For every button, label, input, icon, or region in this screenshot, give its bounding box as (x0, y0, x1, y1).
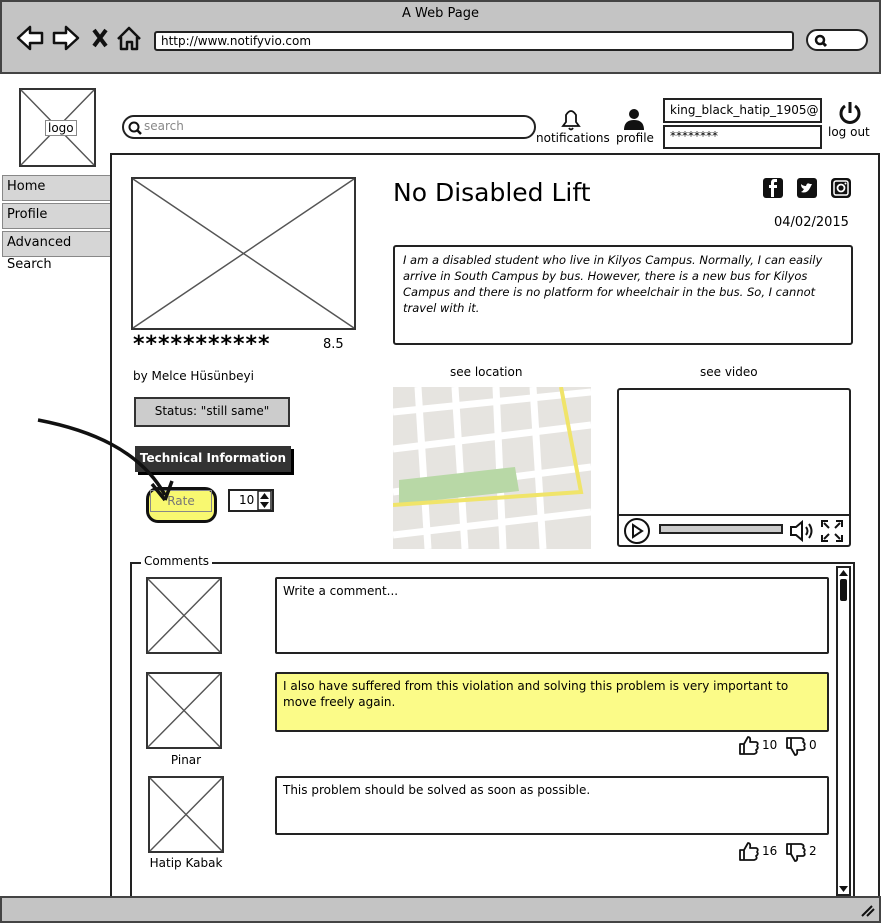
browser-search-field[interactable] (806, 29, 868, 51)
notifications-label: notifications (536, 131, 610, 145)
logo-label: logo (45, 120, 77, 136)
user-icon (622, 107, 646, 133)
dislike-count: 0 (809, 738, 817, 752)
stepper-arrows-icon[interactable] (257, 491, 273, 511)
instagram-icon[interactable] (830, 177, 852, 199)
browser-status-bar (0, 896, 881, 923)
post-image (131, 177, 356, 330)
current-user-avatar (146, 577, 222, 654)
post-date: 04/02/2015 (774, 215, 849, 230)
video-player[interactable] (617, 388, 851, 547)
username-field[interactable]: king_black_hatip_1905@ (663, 98, 822, 123)
browser-nav-buttons (14, 24, 154, 52)
thumbs-up-icon[interactable] (738, 840, 760, 862)
post-description: I am a disabled student who live in Kilyos Campus. Normally, I can easily arrive in South Campus by bus. However, there is a new bus for Kilyos Campus and there is no platform for wheelchair in the bus. So, I cannot travel with it. (393, 245, 853, 345)
volume-icon[interactable] (789, 519, 817, 543)
sidebar-item-home[interactable]: Home (2, 175, 111, 201)
rate-stepper-value: 10 (239, 493, 255, 507)
thumbs-up-icon[interactable] (738, 734, 760, 756)
technical-information-button[interactable]: Technical Information (135, 446, 291, 472)
bell-icon (558, 106, 584, 132)
like-count: 10 (762, 738, 778, 752)
play-icon[interactable] (623, 518, 651, 546)
comment-votes (738, 839, 828, 865)
rate-button[interactable]: Rate (150, 490, 212, 512)
video-progress-bar[interactable] (659, 524, 783, 534)
thumbs-down-icon[interactable] (785, 736, 807, 758)
window-title: A Web Page (402, 6, 479, 21)
rate-stepper[interactable] (228, 489, 274, 512)
comment-author: Pinar (170, 753, 202, 767)
search-placeholder: search (144, 119, 184, 133)
twitter-icon[interactable] (796, 177, 818, 199)
notifications-button[interactable] (532, 104, 608, 146)
comment-input[interactable]: Write a comment... (275, 577, 829, 654)
profile-label: profile (616, 131, 654, 145)
comment-votes (738, 733, 828, 759)
logout-label: log out (828, 125, 870, 139)
comment-avatar-pinar (146, 672, 222, 749)
social-links (762, 177, 854, 201)
video-controls (619, 514, 849, 545)
search-input[interactable] (122, 115, 536, 139)
thumbs-down-icon[interactable] (785, 842, 807, 864)
scrollbar-arrows-icon (838, 568, 849, 894)
location-map[interactable] (393, 387, 591, 549)
sidebar-item-advanced-search[interactable]: Advanced Search (2, 231, 111, 257)
search-icon (812, 31, 832, 49)
rating-value: 8.5 (323, 337, 344, 352)
post-title: No Disabled Lift (393, 178, 591, 207)
comments-legend: Comments (141, 554, 212, 568)
comment-text: I also have suffered from this violation and solving this problem is very important to move freely again. (275, 672, 829, 732)
password-field[interactable]: ******** (663, 125, 822, 149)
logout-button[interactable] (826, 100, 874, 144)
status-badge: Status: "still same" (134, 397, 290, 427)
like-count: 16 (762, 844, 778, 858)
dislike-count: 2 (809, 844, 817, 858)
fullscreen-icon[interactable] (820, 519, 844, 543)
rating-stars: *********** (133, 332, 271, 357)
arrow-annotation (30, 410, 180, 510)
facebook-icon[interactable] (762, 177, 784, 199)
post-author: by Melce Hüsünbeyi (133, 369, 254, 383)
url-bar[interactable]: http://www.notifyvio.com (154, 31, 794, 51)
forward-icon[interactable] (54, 27, 78, 49)
close-icon[interactable] (94, 30, 106, 46)
map-graphic (393, 387, 591, 549)
sidebar-item-profile[interactable]: Profile (2, 203, 111, 229)
comment-text: This problem should be solved as soon as possible. (275, 776, 829, 835)
logo[interactable] (19, 88, 96, 167)
profile-button[interactable] (614, 104, 658, 146)
see-video-label: see video (700, 365, 758, 379)
comment-author: Hatip Kabak (149, 856, 223, 870)
power-icon (838, 101, 862, 125)
home-icon[interactable] (118, 28, 140, 49)
back-icon[interactable] (18, 27, 42, 49)
comment-avatar-hatip (148, 776, 224, 853)
comments-scrollbar[interactable] (836, 566, 851, 896)
resize-grip-icon[interactable] (860, 904, 876, 918)
search-icon (127, 120, 143, 136)
see-location-label: see location (450, 365, 523, 379)
